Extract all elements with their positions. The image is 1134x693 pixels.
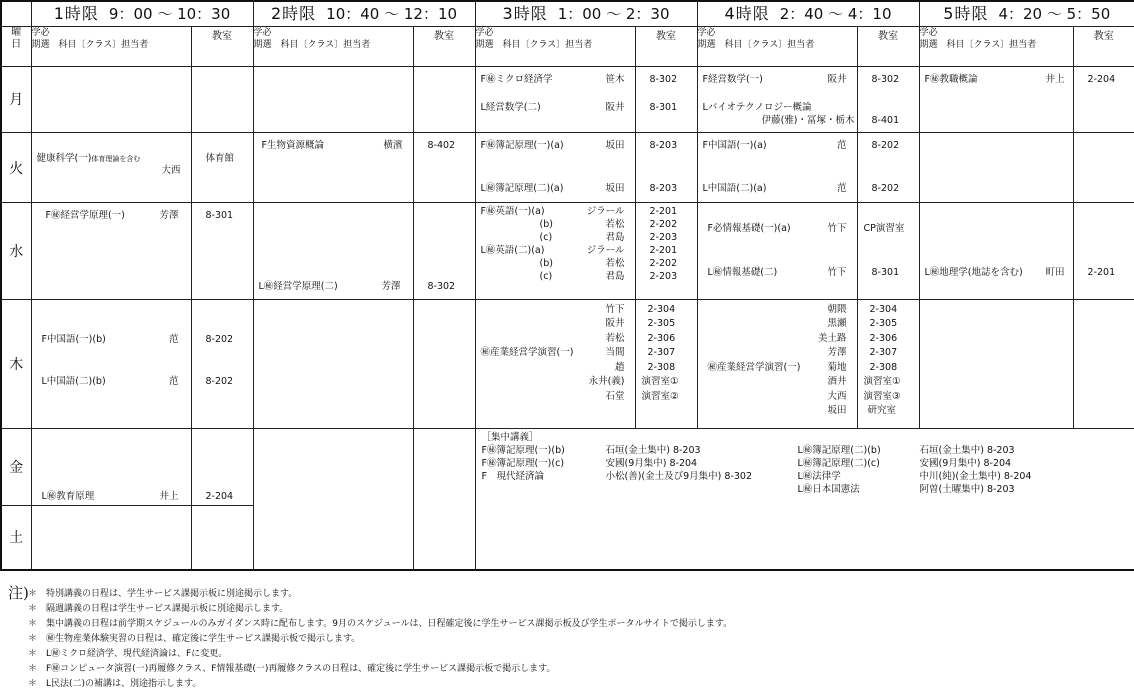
detail: 阿曽(土曜集中) 8-203 [919, 484, 1015, 496]
subject: ㊙産業経営学演習(一) [480, 346, 574, 358]
cell-wed-p5-room [1073, 202, 1134, 299]
room: 8-202 [871, 183, 900, 195]
cell-wed-p3-room [635, 202, 697, 299]
room-header: 教室 [857, 27, 919, 66]
teacher: 若松 [605, 218, 625, 230]
period-4-header: 4時限 2：40 ～ 4：10 [697, 1, 919, 27]
subject: 健康科学(一)体育理論を含む [36, 153, 141, 165]
subject: F経営数学(一) [702, 73, 763, 85]
room: 体育館 [205, 153, 235, 165]
subject: L㊙簿記原理(二)(c) [797, 458, 880, 470]
teacher: 石堂 [605, 390, 625, 402]
room: 演習室② [641, 390, 679, 402]
cell-thu-p4-room [857, 299, 919, 428]
room: 8-401 [871, 114, 900, 126]
subject: F中国語(一)(b) [41, 333, 106, 345]
teacher: 横濱 [383, 140, 403, 152]
cell-thu-p1 [31, 299, 191, 428]
day-label: 水 [1, 202, 31, 299]
subject: L㊙経営学原理(二) [258, 280, 338, 292]
subject: F㊙簿記原理(一)(c) [481, 458, 565, 470]
teacher: 范 [168, 333, 179, 345]
room: 8-203 [649, 183, 678, 195]
subject: Lバイオテクノロジー概論 [702, 101, 812, 113]
teacher: 美土路 [818, 332, 847, 344]
room: 演習室① [863, 375, 901, 387]
subject: L㊙簿記原理(二)(a) [480, 183, 564, 195]
cell-thu-p4 [697, 299, 857, 428]
cell-thu-p3-room [635, 299, 697, 428]
room: 2-203 [649, 270, 678, 282]
subject: (b) [539, 218, 553, 230]
teacher: 酒井 [827, 375, 847, 387]
day-label: 土 [1, 505, 31, 570]
subject-header: 学必 期選 科目〔クラス〕担当者 [919, 27, 1073, 66]
subject-header: 学必 期選 科目〔クラス〕担当者 [475, 27, 635, 66]
room: 8-301 [871, 266, 900, 278]
room: 8-302 [427, 280, 456, 292]
subject-header: 学必 期選 科目〔クラス〕担当者 [31, 27, 191, 66]
room: 2-202 [649, 257, 678, 269]
teacher: 君島 [605, 231, 625, 243]
row-tuesday [1, 133, 1134, 203]
note-item: ＊ 集中講義の日程は前学期スケジュールのみガイダンス時に配布します。9月のスケジュールは、日程確定後に学生サービス課掲示板及び学生ポータルサイトで掲示します。 [28, 619, 733, 629]
teacher: 范 [168, 375, 179, 387]
teacher: 竹下 [827, 222, 847, 234]
room: 2-306 [647, 332, 676, 344]
cell-tue-p2 [253, 133, 413, 203]
teacher: 阪井 [605, 101, 625, 113]
room: 2-203 [649, 231, 678, 243]
room: 8-203 [649, 140, 678, 152]
room: 2-202 [649, 218, 678, 230]
room: 演習室① [641, 375, 679, 387]
teacher: 黒瀬 [827, 317, 847, 329]
cell-mon-p3-room [635, 66, 697, 133]
subject-header: 学必 期選 科目〔クラス〕担当者 [253, 27, 413, 66]
row-wednesday [1, 202, 1134, 299]
period-2-header: 2時限 10：40 ～ 12：10 [253, 1, 475, 27]
column-header-row [1, 27, 1134, 66]
room: 2-306 [869, 332, 898, 344]
cell-thu-p3 [475, 299, 635, 428]
cell-mon-p5 [919, 66, 1073, 133]
teacher: 若松 [605, 332, 625, 344]
teacher: 当間 [605, 346, 625, 358]
teacher: 阪井 [605, 317, 625, 329]
note-item: ＊ ㊙生物産業体験実習の日程は、確定後に学生サービス課掲示板で掲示します。 [28, 634, 361, 644]
cell-mon-p3 [475, 66, 635, 133]
room: 8-202 [205, 333, 234, 345]
room: 2-307 [869, 346, 898, 358]
cell-mon-p5-room [1073, 66, 1134, 133]
teacher: 竹下 [605, 303, 625, 315]
room: 8-302 [871, 73, 900, 85]
subject: L㊙情報基礎(二) [707, 266, 778, 278]
cell-fri-p1-room [191, 429, 253, 506]
row-friday [1, 429, 1134, 506]
detail: 小松(善)(金土及び9月集中) 8-302 [605, 471, 753, 483]
room: 8-202 [205, 375, 234, 387]
teacher: 大西 [827, 390, 847, 402]
room-header: 教室 [635, 27, 697, 66]
subject: F㊙教職概論 [924, 73, 978, 85]
cell-tue-p2-room [413, 133, 475, 203]
teacher: 芳澤 [827, 346, 847, 358]
room: 2-304 [647, 303, 676, 315]
youbi-header: 曜日 [1, 27, 31, 66]
notes-mark: 注) [8, 584, 29, 602]
day-label: 木 [1, 299, 31, 428]
cell-wed-p4 [697, 202, 857, 299]
teacher: 芳澤 [159, 209, 179, 221]
day-label: 火 [1, 133, 31, 203]
subject: L㊙教育原理 [41, 491, 95, 503]
period-3-header: 3時限 1：00 ～ 2：30 [475, 1, 697, 27]
room-header: 教室 [413, 27, 475, 66]
subject: ㊙産業経営学演習(一) [707, 361, 801, 373]
room: 2-201 [649, 244, 678, 256]
teacher: 菊地 [827, 361, 847, 373]
teacher: 坂田 [827, 404, 847, 416]
room: CP演習室 [863, 222, 905, 234]
cell-wed-p5 [919, 202, 1073, 299]
room: 2-201 [649, 205, 678, 217]
notes-section [0, 578, 1134, 693]
teacher: 朝隈 [827, 303, 847, 315]
room: 8-402 [427, 140, 456, 152]
subject: L中国語(二)(b) [41, 375, 106, 387]
subject: L経営数学(二) [480, 101, 541, 113]
day-label: 月 [1, 66, 31, 133]
teacher: 坂田 [605, 140, 625, 152]
subject: F㊙経営学原理(一) [45, 209, 125, 221]
subject: L㊙日本国憲法 [797, 484, 860, 496]
cell-wed-p2 [253, 202, 413, 299]
teacher: 伊藤(雅)・冨塚・栃木 [761, 114, 855, 126]
subject: F生物資源概論 [261, 140, 324, 152]
detail: 安國(9月集中) 8-204 [605, 458, 698, 470]
cell-tue-p3 [475, 133, 635, 203]
teacher: 范 [837, 140, 847, 152]
teacher: 井上 [159, 491, 179, 503]
note-item: ＊ F㊙コンピュータ演習(一)再履修クラス、F情報基礎(一)再履修クラスの日程は、確定後に学生サービス課掲示板で掲示します。 [28, 664, 556, 674]
subject: F㊙英語(一)(a) [480, 205, 545, 217]
subject: L㊙法律学 [797, 471, 841, 483]
room: 8-302 [649, 73, 678, 85]
cell-thu-p1-room [191, 299, 253, 428]
day-label: 金 [1, 429, 31, 506]
detail: 安國(9月集中) 8-204 [919, 458, 1012, 470]
detail: 石垣(金土集中) 8-203 [919, 445, 1015, 457]
teacher: 阪井 [827, 73, 847, 85]
room-header: 教室 [1073, 27, 1134, 66]
period-1-header: 1時限 9：00 ～ 10：30 [31, 1, 253, 27]
subject: F㊙ミクロ経済学 [480, 73, 553, 85]
intensive-lectures [475, 429, 1134, 570]
room-header: 教室 [191, 27, 253, 66]
cell-wed-p4-room [857, 202, 919, 299]
cell-wed-p2-room [413, 202, 475, 299]
subject: F㊙簿記原理(一)(a) [480, 140, 564, 152]
teacher: 井上 [1045, 73, 1065, 85]
subject: L㊙簿記原理(二)(b) [797, 445, 881, 457]
teacher: 大西 [161, 165, 181, 177]
cell-tue-p1-room [191, 133, 253, 203]
room: 演習室③ [863, 390, 901, 402]
cell-tue-p3-room [635, 133, 697, 203]
note-item: ＊ L㊙ミクロ経済学、現代経済論は、Fに変更。 [28, 649, 228, 659]
room: 8-202 [871, 140, 900, 152]
subject: F必情報基礎(一)(a) [707, 222, 791, 234]
cell-mon-p4 [697, 66, 857, 133]
room: 8-301 [205, 209, 234, 221]
subject: F中国語(一)(a) [702, 140, 767, 152]
cell-tue-p4 [697, 133, 857, 203]
subject: L㊙地理学(地誌を含む) [924, 266, 1023, 278]
note-item: ＊ 特別講義の日程は、学生サービス課掲示板に別途掲示します。 [28, 589, 298, 599]
intensive-title: ［集中講義］ [481, 432, 539, 444]
teacher: 芳澤 [381, 280, 401, 292]
cell-wed-p3 [475, 202, 635, 299]
room: 2-201 [1087, 266, 1116, 278]
subject: F㊙簿記原理(一)(b) [481, 445, 565, 457]
room: 2-308 [647, 361, 676, 373]
room: 2-307 [647, 346, 676, 358]
subject-header: 学必 期選 科目〔クラス〕担当者 [697, 27, 857, 66]
cell-mon-p4-room [857, 66, 919, 133]
teacher: 町田 [1045, 266, 1065, 278]
row-monday [1, 66, 1134, 133]
teacher: 竹下 [827, 266, 847, 278]
cell-fri-p1 [31, 429, 191, 506]
subject: L㊙英語(二)(a) [480, 244, 545, 256]
teacher: 趙 [615, 361, 625, 373]
detail: 石垣(金土集中) 8-203 [605, 445, 701, 457]
cell-wed-p1 [31, 202, 191, 299]
room: 研究室 [867, 404, 897, 416]
teacher: 永井(義) [588, 375, 625, 387]
room: 2-305 [869, 317, 898, 329]
subject: L中国語(二)(a) [702, 183, 767, 195]
note-item: ＊ L民法(二)の補講は、別途指示します。 [28, 679, 202, 689]
room: 2-204 [1087, 73, 1116, 85]
room: 2-304 [869, 303, 898, 315]
subject: (c) [539, 270, 553, 282]
period-header-row [1, 1, 1134, 27]
subject: (b) [539, 257, 553, 269]
note-item: ＊ 隔週講義の日程は学生サービス課掲示板に別途掲示します。 [28, 604, 289, 614]
subject: (c) [539, 231, 553, 243]
room: 8-301 [649, 101, 678, 113]
room: 2-204 [205, 491, 234, 503]
teacher: 若松 [605, 257, 625, 269]
teacher: 君島 [605, 270, 625, 282]
room: 2-308 [869, 361, 898, 373]
teacher: 范 [837, 183, 847, 195]
detail: 中川(純)(金土集中) 8-204 [919, 471, 1032, 483]
subject: F 現代経済論 [481, 471, 544, 483]
cell-tue-p4-room [857, 133, 919, 203]
teacher: 坂田 [605, 183, 625, 195]
teacher: ジラール [586, 244, 625, 256]
cell-wed-p1-room [191, 202, 253, 299]
cell-tue-p1 [31, 133, 191, 203]
row-thursday [1, 299, 1134, 428]
teacher: 笹木 [605, 73, 625, 85]
teacher: ジラール [586, 205, 625, 217]
period-5-header: 5時限 4：20 ～ 5：50 [919, 1, 1134, 27]
room: 2-305 [647, 317, 676, 329]
